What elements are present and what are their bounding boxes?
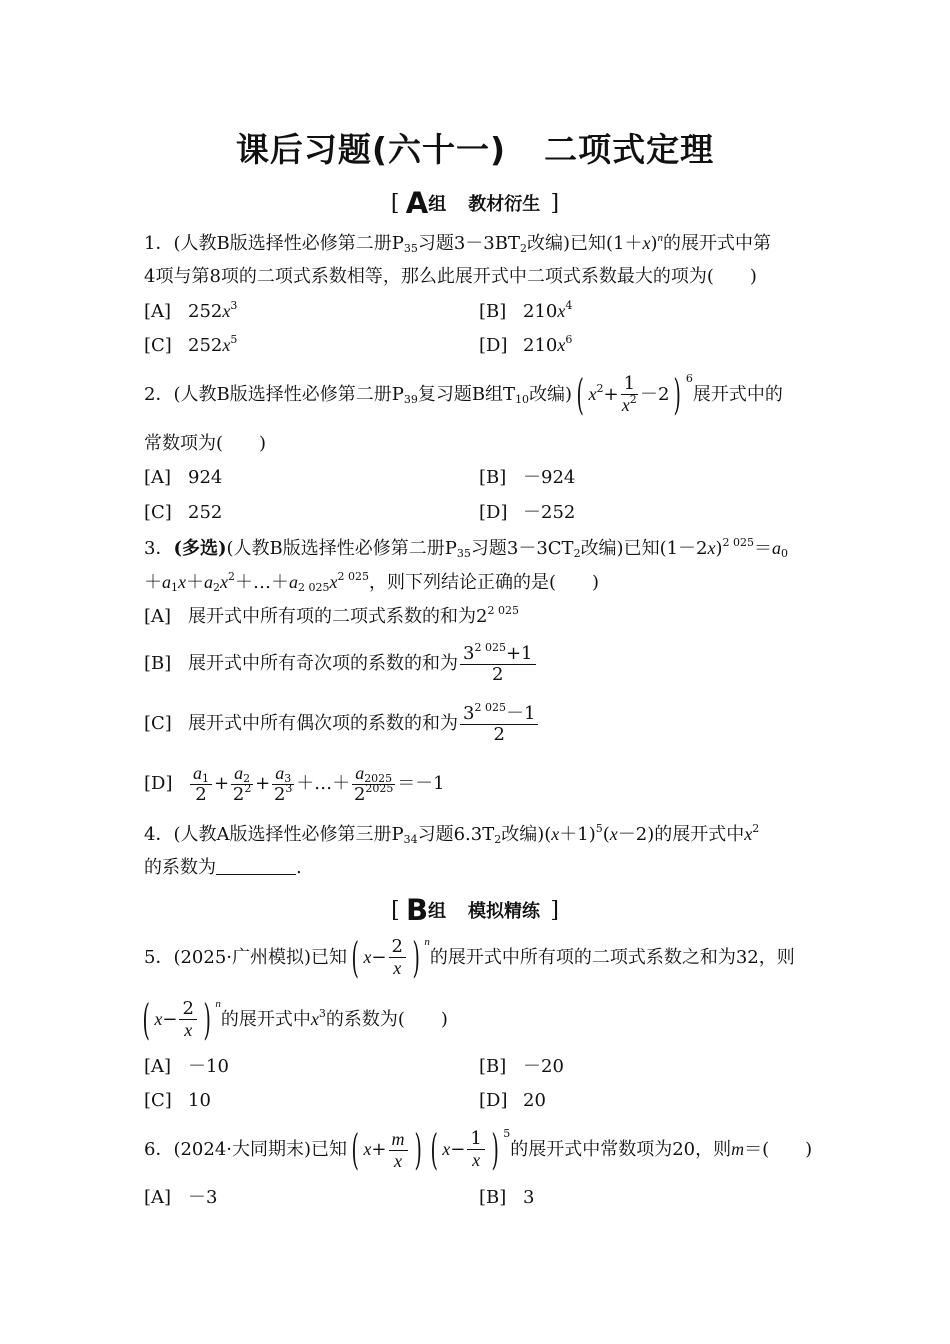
page-title xyxy=(0,124,950,171)
q1-line1: 1．(人教B版选择性必修第二册$P_{35}$习题$3-3BT_2$改编)已知$(1+x)^n$的展开式中第 xyxy=(144,232,771,255)
q6-option-b[interactable]: [B] 3 xyxy=(479,1187,535,1208)
group-b-letter: B xyxy=(405,893,429,927)
q5-option-a[interactable]: [A] －10 xyxy=(144,1056,229,1077)
q2-line2: 常数项为( ) xyxy=(144,433,267,454)
group-b-name: 模拟精练 xyxy=(468,901,541,922)
group-a-name: 教材衍生 xyxy=(468,194,541,215)
q3-option-c[interactable]: [C] 展开式中所有偶次项的系数的和为 $\frac{3^{2 025}-1}{2}$ xyxy=(144,700,540,748)
q2-option-c[interactable]: [C] 252 xyxy=(144,502,223,523)
q4-line2: 的系数为 . xyxy=(144,857,302,878)
q6-option-a[interactable]: [A] －3 xyxy=(144,1187,218,1208)
group-a-header: [ A组 教材衍生 ] xyxy=(390,186,560,220)
group-a-letter: A xyxy=(405,186,429,220)
q2-option-d[interactable]: [D] －252 xyxy=(479,502,576,523)
title-main: 课后习题(六十一) xyxy=(235,130,507,169)
q1-option-d[interactable]: [D] $210x^6$ xyxy=(479,333,573,356)
q5-line1: 5．(2025·广州模拟)已知 ( x− $\frac{2}{x}$ ) $^n$的展开式中所有项的二项式系数之和为32，则 xyxy=(144,933,795,982)
q5-option-d[interactable]: [D] 20 xyxy=(479,1090,546,1111)
q1-line2: 4项与第8项的二项式系数相等，那么此展开式中二项式系数最大的项为( ) xyxy=(144,266,757,287)
q1-option-b[interactable]: [B] $210x^4$ xyxy=(479,299,573,322)
q5-line2: ( x− $\frac{2}{x}$ ) $^n$的展开式中$x^3$的系数为( ) xyxy=(142,995,448,1044)
q3-option-d[interactable]: [D] $\frac{a_1}{2}$ + $\frac{a_2}{2^2}$ + $\frac{a_3}{2^3}$ ＋…＋ $\frac{a_{2025}}{2^{2025}}$ ＝－1 xyxy=(144,763,445,805)
group-b-header: [ B组 模拟精练 ] xyxy=(391,893,559,927)
group-a-label: 组 xyxy=(428,194,447,215)
q3-option-a[interactable]: [A] 展开式中所有项的二项式系数的和为$2^{2 025}$ xyxy=(144,604,519,627)
q4-line1: 4．(人教A版选择性必修第三册$P_{34}$习题$6.3T_2$改编)$(x+1)^5(x-2)$的展开式中$x^2$ xyxy=(144,822,760,846)
title-sub: 二项式定理 xyxy=(544,130,715,169)
q3-line2: $+a_1x+a_2x^2+\dots+a_{2 025}x^{2 025}$，则下列结论正确的是( ) xyxy=(144,570,600,594)
q3-option-b[interactable]: [B] 展开式中所有奇次项的系数的和为 $\frac{3^{2 025}+1}{2}$ xyxy=(144,640,538,688)
q2-line1: 2．(人教B版选择性必修第二册$P_{39}$复习题B组$T_{10}$改编) ( $x^2+$ $\frac{1}{x^2}$ －2 ) $^6$展开式中的 xyxy=(144,370,783,419)
q1-option-c[interactable]: [C] $252x^5$ xyxy=(144,333,238,356)
q3-line1: 3．(多选)(人教B版选择性必修第二册$P_{35}$习题$3-3CT_2$改编)已知$(1-2x)^{2 025}=a_0$ xyxy=(144,536,789,560)
group-b-label: 组 xyxy=(428,901,447,922)
q2-option-a[interactable]: [A] 924 xyxy=(144,467,223,488)
answer-blank[interactable] xyxy=(216,856,296,875)
q1-option-a[interactable]: [A] $252x^3$ xyxy=(144,299,238,322)
q2-option-b[interactable]: [B] －924 xyxy=(479,467,576,488)
q5-option-b[interactable]: [B] －20 xyxy=(479,1056,564,1077)
q5-option-c[interactable]: [C] 10 xyxy=(144,1090,211,1111)
q6-line1: 6．(2024·大同期末)已知 ( x+ $\frac{m}{x}$ ) ( x− $\frac{1}{x}$ ) $^5$的展开式中常数项为20，则m＝( ) xyxy=(144,1125,813,1174)
